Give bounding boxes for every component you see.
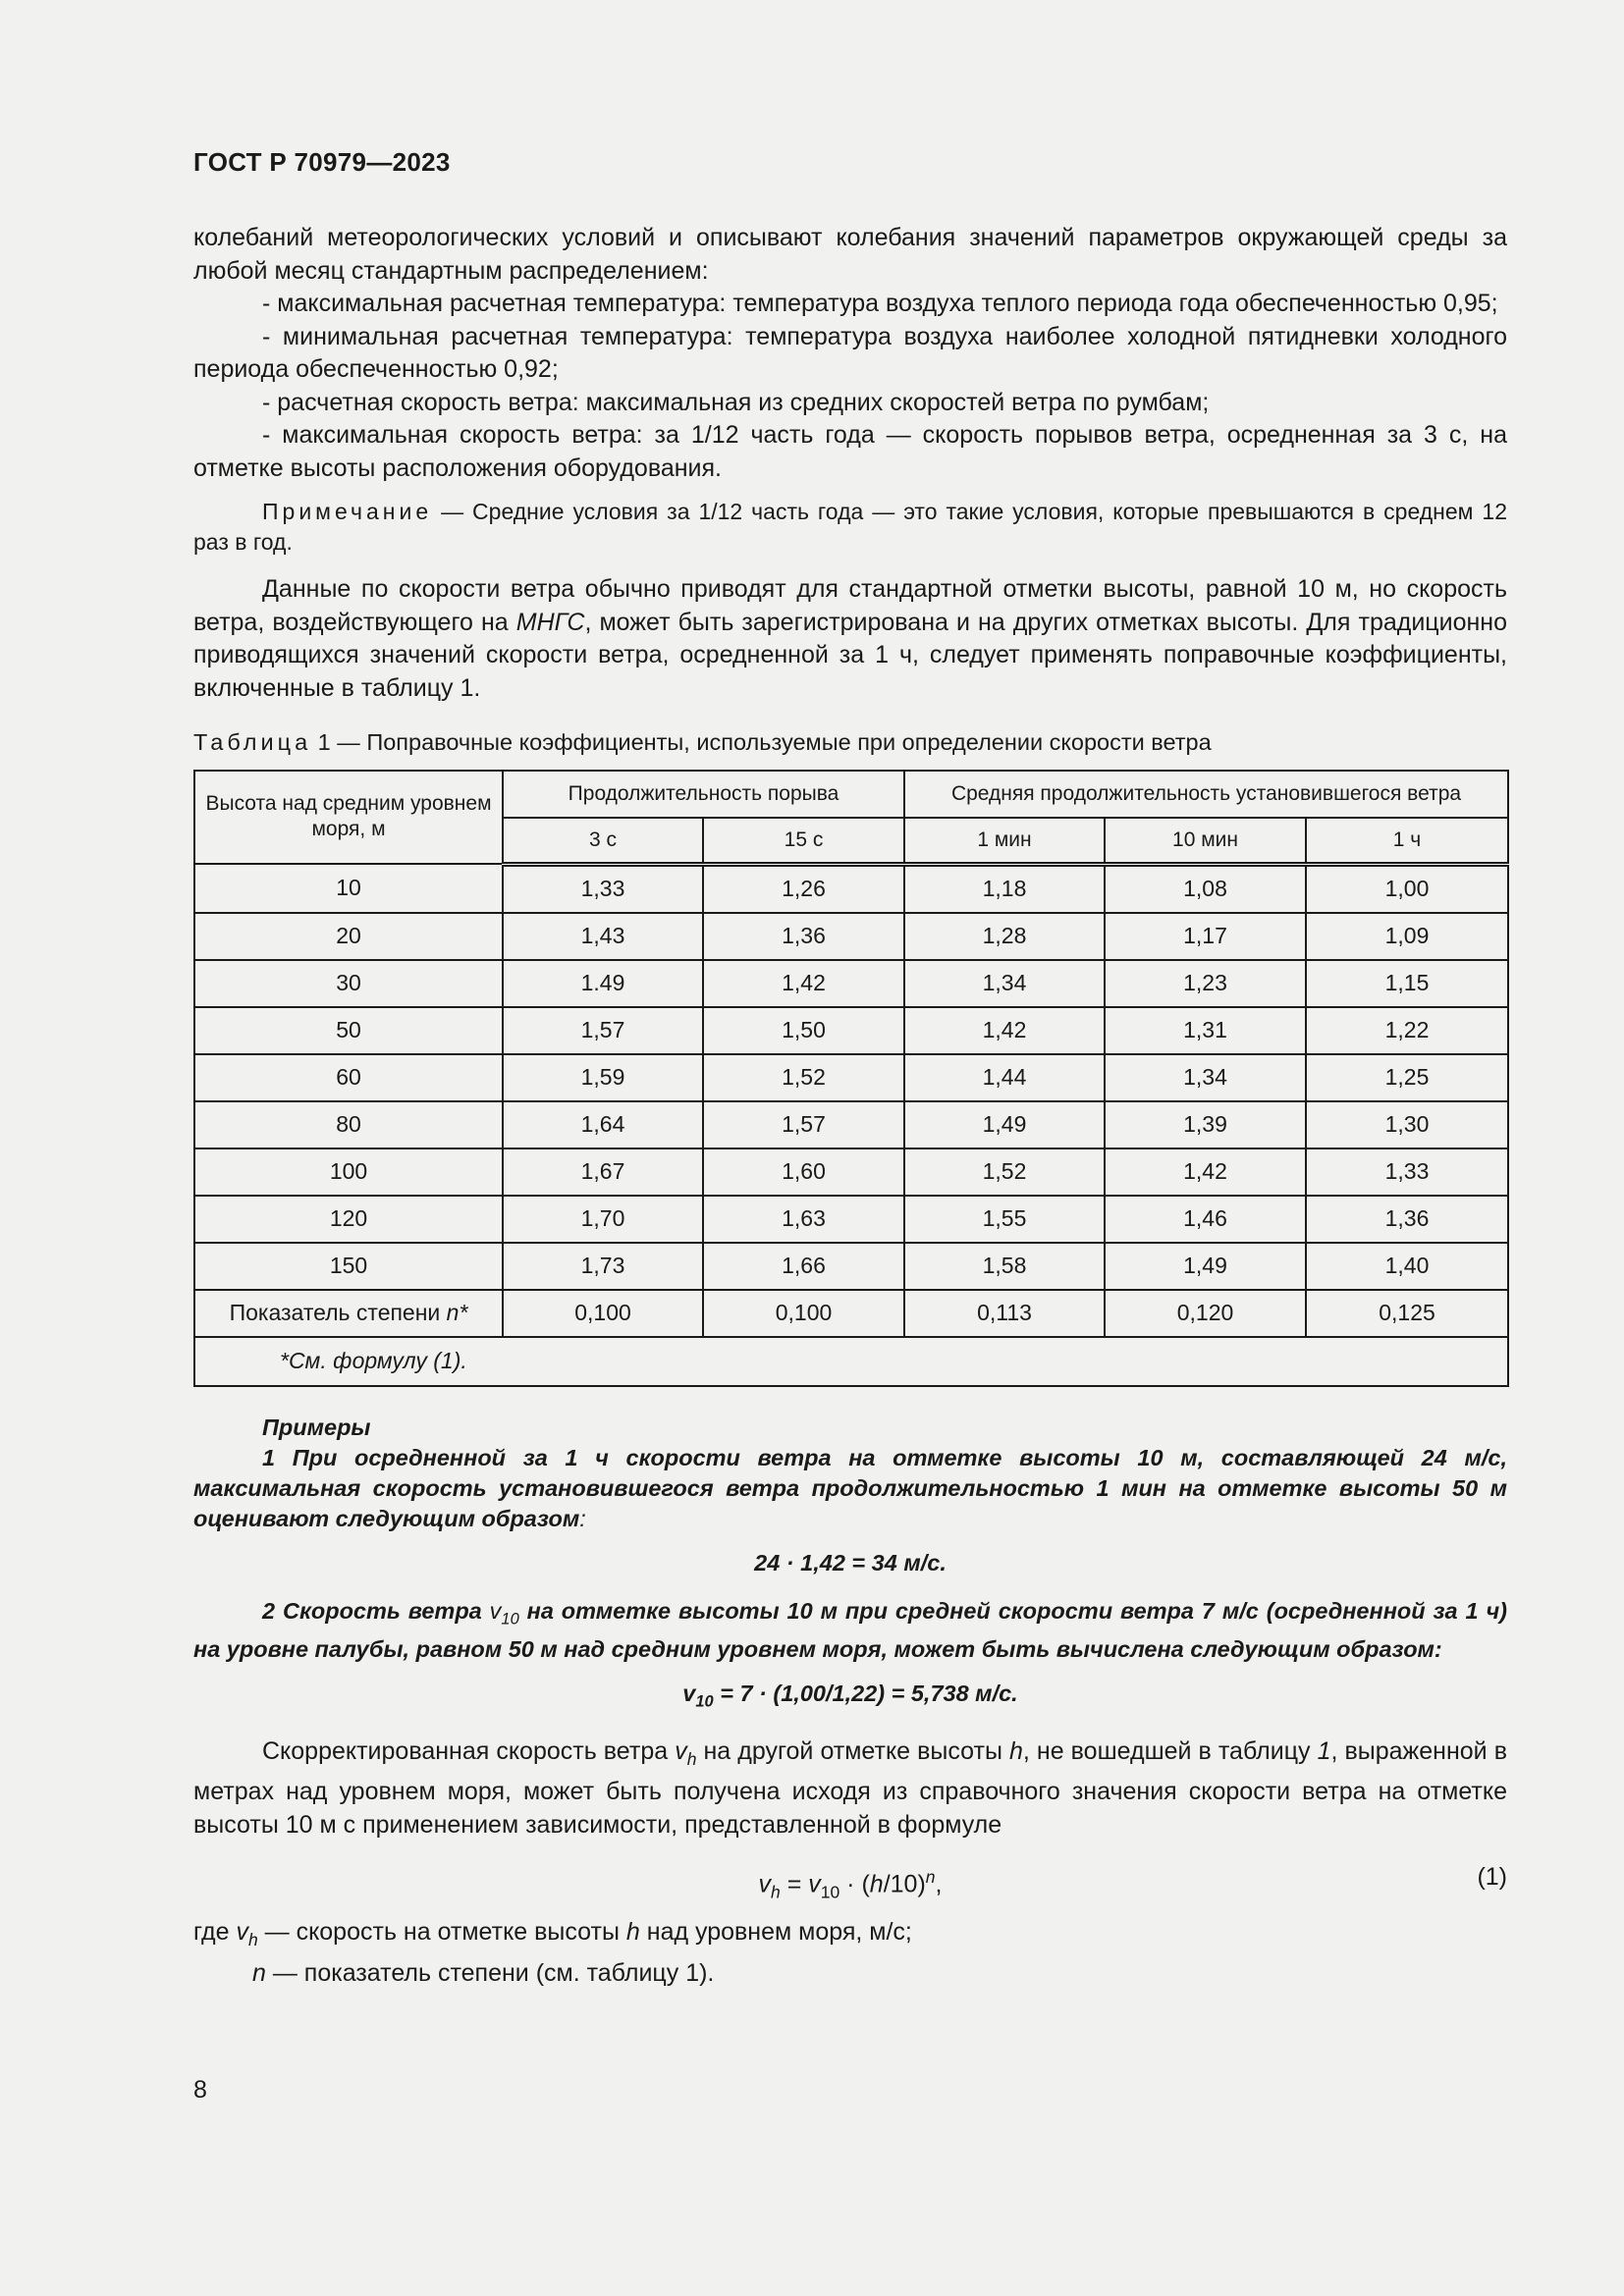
height-cell: 30 <box>194 960 503 1007</box>
list-item: - максимальная скорость ветра: за 1/12 часть года — скорость порывов ветра, осредненная за 3 с, на отметке высоты расположения оборудования. <box>193 421 1507 482</box>
table-cell: 1,34 <box>904 960 1105 1007</box>
group-header-gust: Продолжительность порыва <box>503 771 904 818</box>
examples-title: Примеры <box>262 1414 371 1440</box>
table-row <box>194 864 1508 913</box>
var-sub: h <box>686 1748 697 1769</box>
table-cell: 1,46 <box>1105 1196 1306 1243</box>
wind-data-paragraph <box>193 573 1507 705</box>
note-text: — Средние условия за 1/12 часть года — это такие условия, которые превышаются в среднем 12 раз в год. <box>193 499 1507 555</box>
note-paragraph <box>193 497 1507 558</box>
height-cell: 100 <box>194 1148 503 1196</box>
var-v: v <box>808 1870 821 1898</box>
table-cell: 1,33 <box>503 864 703 913</box>
var-sub: 10 <box>501 1610 519 1629</box>
table-cell: 1,49 <box>1105 1243 1306 1290</box>
table-cell: 1,64 <box>503 1101 703 1148</box>
formula-text: = 7 · (1,00/1,22) = 5,738 м/с. <box>713 1681 1018 1707</box>
formula-expression <box>193 1861 1507 1909</box>
height-cell: 120 <box>194 1196 503 1243</box>
table-cell: 1,00 <box>1306 864 1508 913</box>
table-cell: 1,25 <box>1306 1054 1508 1101</box>
table-body <box>194 864 1508 1290</box>
var-h: h <box>625 1918 640 1947</box>
var-v: v <box>236 1918 248 1947</box>
var-h: h <box>869 1870 884 1898</box>
table-caption-text: 1 — Поправочные коэффициенты, используемые при определении скорости ветра <box>311 729 1212 755</box>
where-text: над уровнем моря, м/с; <box>639 1918 912 1947</box>
table-cell: 1,42 <box>904 1007 1105 1054</box>
formula-1 <box>193 1855 1507 1900</box>
formula-number: (1) <box>1477 1863 1507 1892</box>
exponent-row <box>194 1290 1508 1337</box>
table-cell: 1,28 <box>904 913 1105 960</box>
subheader: 10 мин <box>1105 818 1306 865</box>
formula-op: /10) <box>883 1870 926 1898</box>
height-cell: 20 <box>194 913 503 960</box>
table-cell: 1,67 <box>503 1148 703 1196</box>
table-cell: 1,60 <box>703 1148 904 1196</box>
table-cell: 1,26 <box>703 864 904 913</box>
table-cell: 1,55 <box>904 1196 1105 1243</box>
table-cell: 1,23 <box>1105 960 1306 1007</box>
table-cell: 1,49 <box>904 1101 1105 1148</box>
where-block <box>193 1916 1507 1990</box>
var-sub: h <box>771 1882 781 1902</box>
list-item: - минимальная расчетная температура: температура воздуха наиболее холодной пятидневки холодного периода обеспеченностью 0,92; <box>193 322 1507 383</box>
table-row <box>194 1196 1508 1243</box>
table-cell: 1,17 <box>1105 913 1306 960</box>
table-cell: 0,100 <box>703 1290 904 1337</box>
subheader: 15 с <box>703 818 904 865</box>
table-ref: 1 <box>1317 1736 1331 1765</box>
table-cell: 1,50 <box>703 1007 904 1054</box>
table-cell: 1,73 <box>503 1243 703 1290</box>
example-2-formula <box>193 1679 1507 1718</box>
var-v: v <box>675 1736 687 1765</box>
paragraph-text: на другой отметке высоты <box>696 1736 1009 1765</box>
var-h: h <box>1009 1736 1023 1765</box>
list-item: - максимальная расчетная температура: температура воздуха теплого периода года обеспеченностью 0,95; <box>262 290 1498 317</box>
example-var <box>489 1597 519 1629</box>
table-cell: 1,44 <box>904 1054 1105 1101</box>
table-cell: 0,125 <box>1306 1290 1508 1337</box>
page-number: 8 <box>193 2076 207 2104</box>
where-line <box>193 1957 1507 1991</box>
table-cell: 1,66 <box>703 1243 904 1290</box>
table-cell: 1,52 <box>904 1148 1105 1196</box>
var-sub: h <box>247 1930 258 1950</box>
example-1 <box>193 1443 1507 1534</box>
footnote-row <box>194 1337 1508 1386</box>
table-cell: 1,57 <box>703 1101 904 1148</box>
example-text: 2 Скорость ветра <box>262 1597 490 1624</box>
table-cell: 1,42 <box>703 960 904 1007</box>
table-cell: 1,08 <box>1105 864 1306 913</box>
list-item: - расчетная скорость ветра: максимальная из средних скоростей ветра по румбам; <box>262 388 1210 416</box>
var-v: v <box>489 1597 502 1624</box>
table-row <box>194 1007 1508 1054</box>
exponent-label-cell <box>194 1290 503 1337</box>
paragraph-term: МНГС <box>515 608 585 636</box>
table-cell: 1,34 <box>1105 1054 1306 1101</box>
table-cell: 1,36 <box>703 913 904 960</box>
var-sub: 10 <box>695 1692 714 1711</box>
table-cell: 0,100 <box>503 1290 703 1337</box>
table-cell: 1,15 <box>1306 960 1508 1007</box>
table-cell: 1,30 <box>1306 1101 1508 1148</box>
note-label: Примечание <box>262 499 433 524</box>
height-cell: 10 <box>194 864 503 913</box>
table-cell: 0,113 <box>904 1290 1105 1337</box>
var-sub: 10 <box>820 1882 840 1902</box>
table-cell: 1.49 <box>503 960 703 1007</box>
table-cell: 1,40 <box>1306 1243 1508 1290</box>
table-row <box>194 960 1508 1007</box>
table-row <box>194 1054 1508 1101</box>
table-cell: 1,36 <box>1306 1196 1508 1243</box>
subheader: 1 мин <box>904 818 1105 865</box>
intro-paragraph: колебаний метеорологических условий и описывают колебания значений параметров окружающей среды за любой месяц стандартным распределением: <box>193 224 1507 285</box>
subheader: 1 ч <box>1306 818 1508 865</box>
table-cell: 1,42 <box>1105 1148 1306 1196</box>
table-row <box>194 913 1508 960</box>
correction-coefficients-table <box>193 770 1509 1387</box>
table-caption <box>193 726 1507 760</box>
var-exp: n <box>925 1867 936 1888</box>
table-cell: 1,70 <box>503 1196 703 1243</box>
table-cell: 1,18 <box>904 864 1105 913</box>
table-row <box>194 1101 1508 1148</box>
standard-code-header: ГОСТ Р 70979—2023 <box>193 147 451 177</box>
var-v: v <box>682 1681 696 1707</box>
table-cell: 1,57 <box>503 1007 703 1054</box>
paragraph-text: Данные по скорости ветра обычно приводят для стандартной отметки высоты, равной 10 м, но скорость ветра, воздействующего на <box>193 575 1507 636</box>
table-cell: 1,33 <box>1306 1148 1508 1196</box>
table-cell: 1,59 <box>503 1054 703 1101</box>
table-cell: 1,22 <box>1306 1007 1508 1054</box>
where-text: — скорость на отметке высоты <box>257 1918 626 1947</box>
where-line <box>193 1916 1507 1957</box>
height-cell: 80 <box>194 1101 503 1148</box>
exponent-var: n* <box>446 1299 468 1325</box>
example-colon: : <box>579 1505 586 1531</box>
height-cell: 60 <box>194 1054 503 1101</box>
table-cell: 1,52 <box>703 1054 904 1101</box>
table-cell: 1,63 <box>703 1196 904 1243</box>
formula-op: = <box>780 1870 809 1898</box>
example-text: на отметке высоты 10 м при средней скорости ветра 7 м/с (осредненной за 1 ч) на уровне палубы, равном 50 м над средним уровнем моря, может быть вычислена следующим образом: <box>193 1597 1507 1663</box>
example-2 <box>193 1596 1507 1666</box>
row-header-height: Высота над средним уровнем моря, м <box>194 771 503 865</box>
table-caption-label: Таблица <box>193 729 312 755</box>
table-cell: 1,39 <box>1105 1101 1306 1148</box>
var-n: n <box>252 1958 266 1987</box>
page-content <box>193 222 1507 1990</box>
paragraph-text: , не вошедшей в таблицу <box>1022 1736 1318 1765</box>
table-cell: 0,120 <box>1105 1290 1306 1337</box>
corrected-speed-paragraph <box>193 1735 1507 1842</box>
paragraph-text: , может быть зарегистрирована и на других отметках высоты. Для традиционно приводящихся значений скорости ветра, осредненной за 1 ч, следует применять поправочные коэффициенты, включенные в таблицу 1. <box>193 608 1508 702</box>
var-v: v <box>758 1870 772 1898</box>
subheader: 3 с <box>503 818 703 865</box>
example-1-formula: 24 · 1,42 = 34 м/с. <box>754 1549 947 1575</box>
paragraph-text: , выраженной в метрах над уровнем моря, может быть получена исходя из справочного значения скорости ветра на отметке высоты 10 м с применением зависимости, представленной в формуле <box>193 1736 1507 1839</box>
paragraph-text: Скорректированная скорость ветра <box>262 1736 676 1765</box>
table-cell: 1,31 <box>1105 1007 1306 1054</box>
table-row <box>194 1148 1508 1196</box>
exponent-label: Показатель степени <box>229 1299 447 1325</box>
examples-block <box>193 1413 1507 1718</box>
height-cell: 150 <box>194 1243 503 1290</box>
table-cell: 1,09 <box>1306 913 1508 960</box>
table-footnote: *См. формулу (1). <box>194 1337 1508 1386</box>
group-header-steady: Средняя продолжительность установившегося ветра <box>904 771 1508 818</box>
table-row <box>194 1243 1508 1290</box>
table-cell: 1,43 <box>503 913 703 960</box>
where-label: где <box>193 1918 237 1947</box>
where-text: — показатель степени (см. таблицу 1). <box>265 1958 715 1987</box>
height-cell: 50 <box>194 1007 503 1054</box>
formula-op: , <box>935 1870 943 1898</box>
formula-op: · ( <box>839 1870 870 1898</box>
example-text: 1 При осредненной за 1 ч скорости ветра на отметке высоты 10 м, составляющей 24 м/с, максимальная скорость установившегося ветра продолжительностью 1 мин на отметке высоты 50 м оценивают следующим образом <box>193 1444 1507 1531</box>
table-cell: 1,58 <box>904 1243 1105 1290</box>
